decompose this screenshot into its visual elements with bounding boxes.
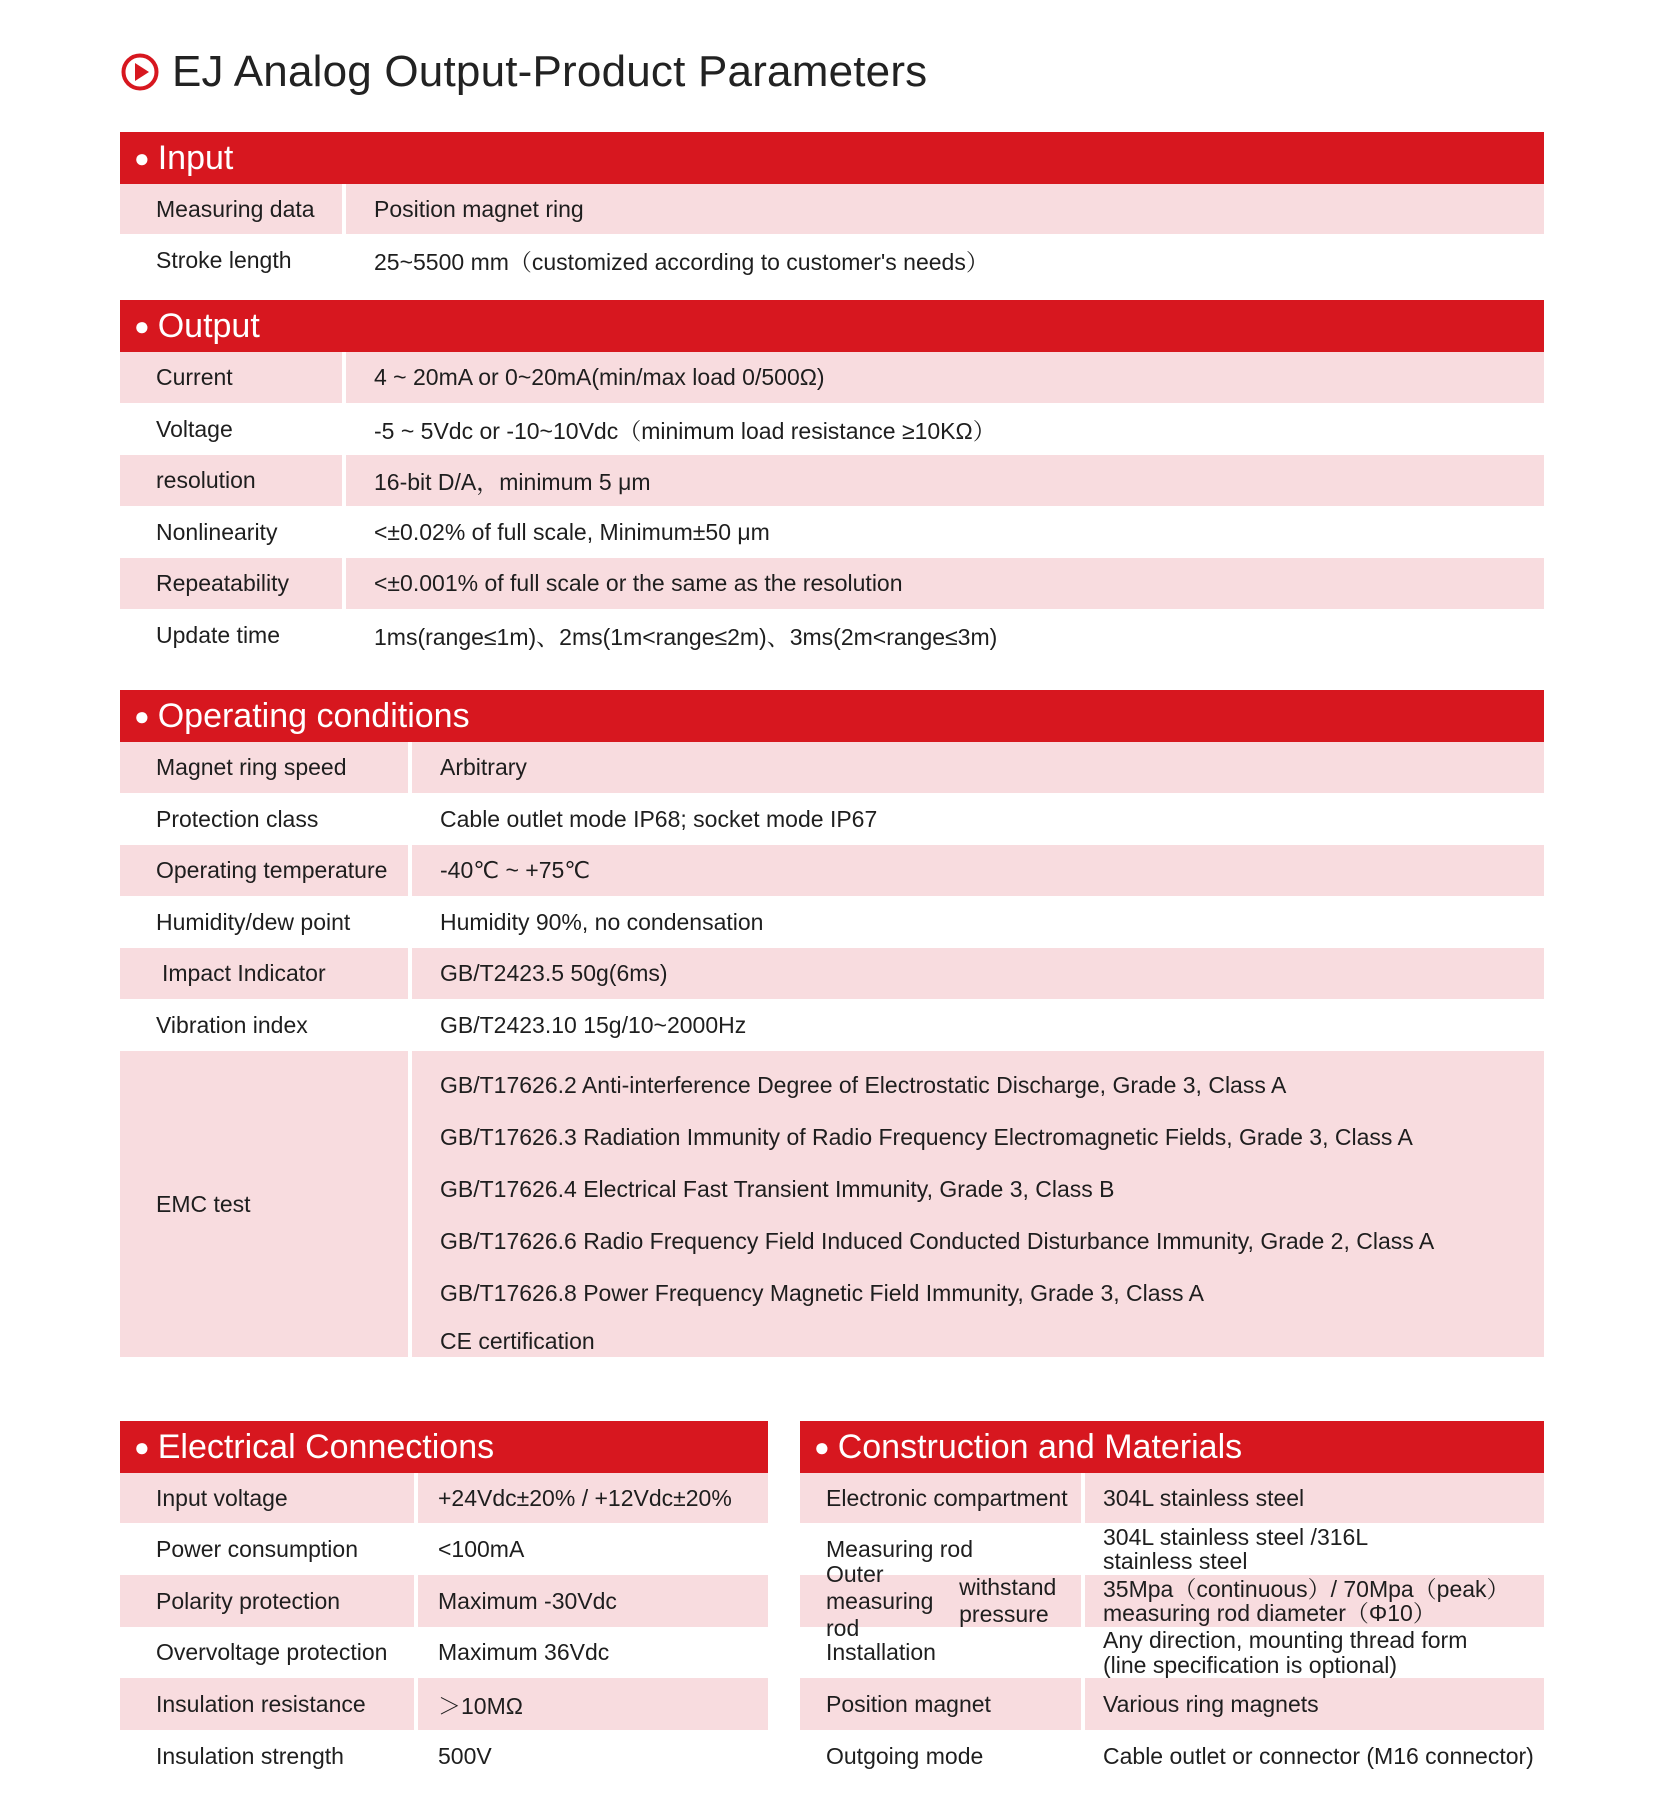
row-label: Magnet ring speed [120, 742, 408, 793]
row-value: ＞10MΩ [418, 1678, 768, 1730]
row-value: GB/T2423.5 50g(6ms) [412, 948, 1544, 999]
row-value [1085, 1523, 1544, 1575]
table-row [120, 1730, 768, 1782]
section-title: Construction and Materials [837, 1427, 1243, 1466]
row-label: Power consumption [156, 1535, 358, 1562]
row-label: Update time [156, 621, 281, 648]
table-row [120, 352, 1544, 403]
row-label: Voltage [156, 415, 233, 442]
row-value: Arbitrary [412, 742, 1544, 793]
row-label: Current [120, 352, 342, 403]
row-label: EMC test [120, 1051, 408, 1357]
section-construction-materials [800, 1421, 1544, 1782]
row-value-line: measuring rod diameter（Φ10） [1103, 1600, 1436, 1626]
row-value: 16-bit D/A，minimum 5 μm [346, 455, 1544, 506]
emc-values [412, 1051, 1544, 1357]
bullet-icon: ● [814, 1432, 830, 1462]
table-row [120, 1575, 768, 1627]
row-label [800, 1473, 1081, 1523]
row-value [1085, 1575, 1544, 1627]
row-value: 4 ~ 20mA or 0~20mA(min/max load 0/500Ω) [346, 352, 1544, 403]
row-value: 1ms(range≤1m)、2ms(1m<range≤2m)、3ms(2m<range≤3m) [374, 623, 998, 650]
row-value [1085, 1473, 1544, 1523]
section-operating-conditions [120, 690, 1544, 1357]
row-label: Humidity/dew point [156, 908, 351, 935]
row-value: +24Vdc±20% / +12Vdc±20% [418, 1473, 768, 1523]
row-label [800, 1627, 1081, 1678]
section-header [120, 300, 1544, 352]
row-label: Operating temperature [120, 845, 408, 896]
row-value: GB/T2423.10 15g/10~2000Hz [440, 1011, 747, 1038]
table-row [120, 999, 1544, 1051]
section-title: Input [157, 138, 234, 177]
row-label: Nonlinearity [156, 518, 278, 545]
table-row [800, 1627, 1544, 1678]
row-label [800, 1730, 1081, 1782]
play-circle-icon [120, 52, 160, 92]
row-value: 25~5500 mm（customized according to customer's needs） [374, 248, 989, 275]
row-label-line: Outgoing mode [826, 1742, 984, 1769]
page-title [120, 42, 927, 102]
section-title: Electrical Connections [157, 1427, 495, 1466]
table-row [800, 1678, 1544, 1730]
row-label: Impact Indicator [120, 948, 408, 999]
row-value-line: 304L stainless steel /316L [1103, 1523, 1369, 1550]
row-label: Measuring data [120, 184, 342, 234]
row-label-line: Measuring rod [826, 1535, 974, 1562]
table-row [120, 1523, 768, 1575]
row-label: Input voltage [120, 1473, 414, 1523]
table-row [120, 234, 1544, 286]
row-value-line: Cable outlet or connector (M16 connector) [1103, 1742, 1534, 1769]
row-label: Overvoltage protection [156, 1639, 388, 1665]
row-value-line: Any direction, mounting thread form [1103, 1627, 1468, 1654]
row-label-line: Installation [826, 1639, 936, 1665]
emc-test-row [120, 1051, 1544, 1357]
row-value: <±0.001% of full scale or the same as the resolution [346, 558, 1544, 609]
bullet-icon: ● [134, 311, 150, 341]
row-value: <100mA [438, 1535, 525, 1562]
emc-standard: GB/T17626.6 Radio Frequency Field Induced Conducted Disturbance Immunity, Grade 2, Class A [440, 1227, 1435, 1254]
section-header [120, 1421, 768, 1473]
emc-standard: GB/T17626.3 Radiation Immunity of Radio Frequency Electromagnetic Fields, Grade 3, Class A [440, 1123, 1413, 1150]
row-value [1085, 1678, 1544, 1730]
row-value: Humidity 90%, no condensation [440, 908, 764, 935]
table-row [120, 403, 1544, 455]
section-title: Output [157, 306, 260, 345]
table-row [120, 845, 1544, 896]
section-header [120, 690, 1544, 742]
row-label: Insulation strength [156, 1742, 344, 1769]
row-label: Stroke length [156, 246, 292, 273]
table-row [120, 793, 1544, 845]
row-value: 500V [438, 1742, 492, 1769]
row-value-line: (line specification is optional) [1103, 1651, 1398, 1678]
row-value: Maximum -30Vdc [418, 1575, 768, 1627]
table-row [120, 1473, 768, 1523]
bullet-icon: ● [134, 701, 150, 731]
row-value: Cable outlet mode IP68; socket mode IP67 [440, 805, 878, 832]
table-row [120, 742, 1544, 793]
row-label: Repeatability [120, 558, 342, 609]
row-label: Polarity protection [120, 1575, 414, 1627]
row-label-line: withstand pressure [959, 1574, 1057, 1627]
table-row [120, 1627, 768, 1678]
table-row [120, 184, 1544, 234]
row-value-line: 35Mpa（continuous）/ 70Mpa（peak） [1103, 1575, 1510, 1602]
row-value: -40℃ ~ +75℃ [412, 845, 1544, 896]
row-label-line: Electronic compartment [826, 1484, 1068, 1511]
section-title: Operating conditions [157, 696, 470, 735]
table-row [120, 558, 1544, 609]
page-title-text: EJ Analog Output-Product Parameters [172, 47, 928, 96]
table-row [120, 609, 1544, 661]
table-row [800, 1730, 1544, 1782]
section-output [120, 300, 1544, 661]
bullet-icon: ● [134, 1432, 150, 1462]
row-value: Position magnet ring [346, 184, 1544, 234]
emc-standard: GB/T17626.2 Anti-interference Degree of Electrostatic Discharge, Grade 3, Class A [440, 1071, 1287, 1098]
section-input [120, 132, 1544, 286]
section-header [120, 132, 1544, 184]
row-value: <±0.02% of full scale, Minimum±50 μm [374, 518, 770, 545]
row-label: resolution [120, 455, 342, 506]
table-row [120, 1678, 768, 1730]
table-row [120, 506, 1544, 558]
row-value [1085, 1730, 1544, 1782]
row-label [800, 1560, 1081, 1641]
row-value-line: stainless steel [1103, 1548, 1248, 1574]
table-row [120, 455, 1544, 506]
table-row [120, 948, 1544, 999]
row-label [800, 1678, 1081, 1730]
row-label: Protection class [156, 805, 319, 832]
row-label-line: Outer measuring rod [826, 1560, 934, 1641]
row-value-line: Various ring magnets [1103, 1690, 1319, 1717]
bullet-icon: ● [134, 143, 150, 173]
section-header [800, 1421, 1544, 1473]
row-value [1085, 1627, 1544, 1678]
row-value: Maximum 36Vdc [438, 1639, 610, 1665]
row-label: Insulation resistance [120, 1678, 414, 1730]
row-label: Vibration index [156, 1011, 308, 1038]
emc-standard: GB/T17626.4 Electrical Fast Transient Immunity, Grade 3, Class B [440, 1175, 1115, 1202]
emc-certification: CE certification [440, 1327, 595, 1354]
row-value: -5 ~ 5Vdc or -10~10Vdc（minimum load resistance ≥10KΩ） [374, 417, 996, 444]
table-row [120, 896, 1544, 948]
row-value-line: 304L stainless steel [1103, 1484, 1305, 1511]
row-label-line: Position magnet [826, 1690, 991, 1717]
emc-standard: GB/T17626.8 Power Frequency Magnetic Field Immunity, Grade 3, Class A [440, 1279, 1205, 1306]
section-electrical-connections [120, 1421, 768, 1782]
table-row [800, 1473, 1544, 1523]
